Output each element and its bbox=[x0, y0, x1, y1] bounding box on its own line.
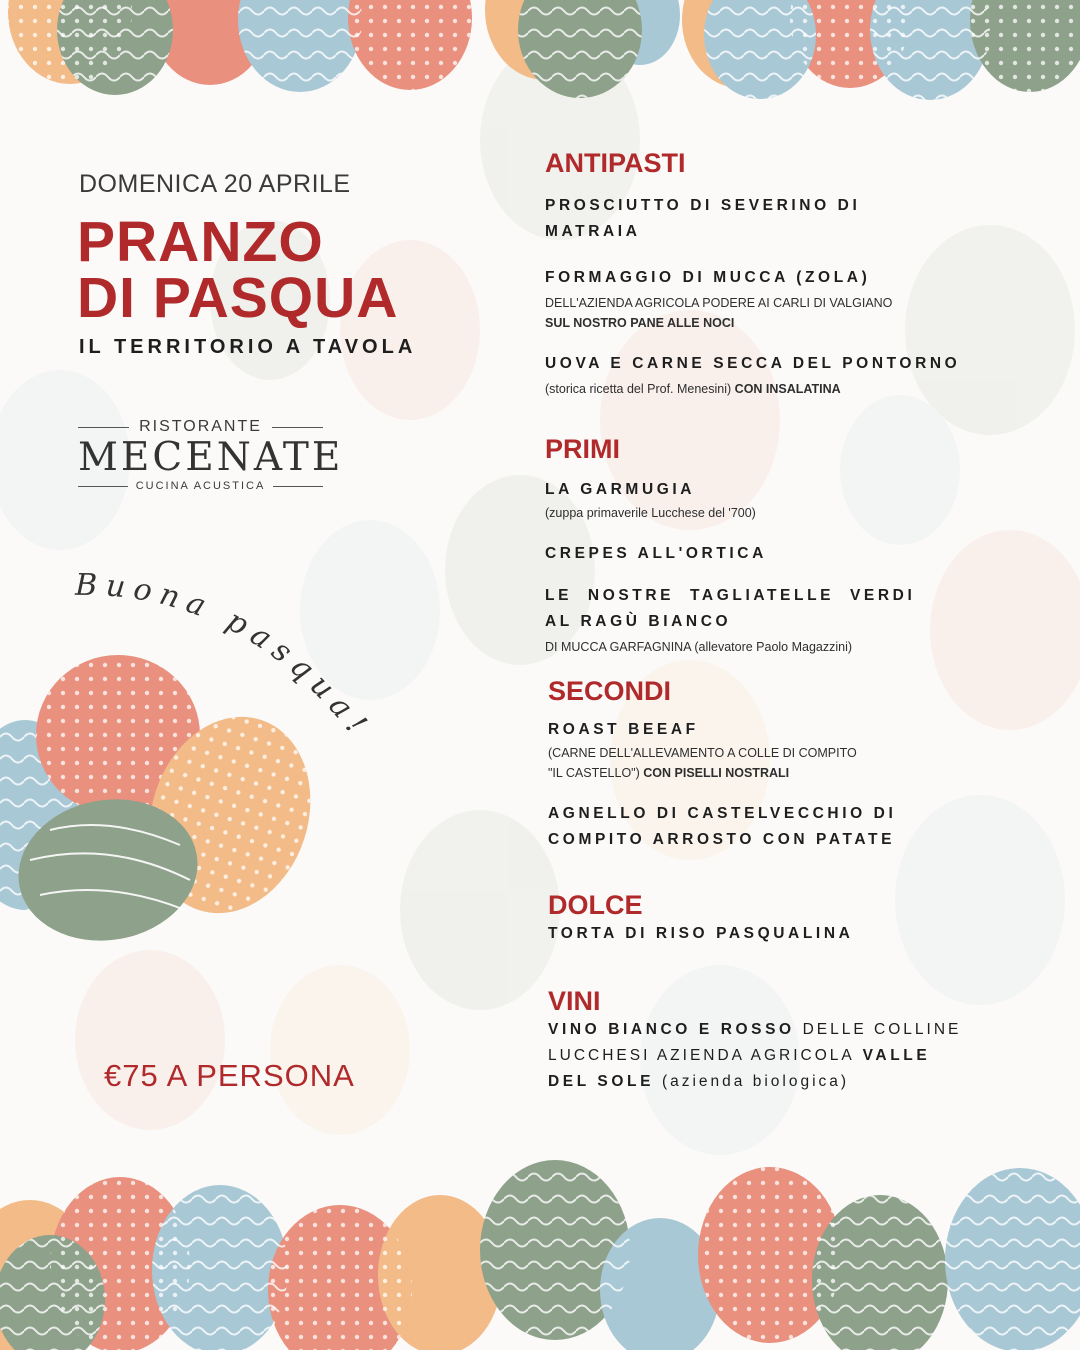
menu-item-note: (CARNE DELL'ALLEVAMENTO A COLLE DI COMPITO bbox=[548, 746, 857, 760]
menu-item: TORTA DI RISO PASQUALINA bbox=[548, 925, 854, 942]
menu-item: FORMAGGIO DI MUCCA (ZOLA) bbox=[545, 269, 871, 286]
menu-section-secondi bbox=[548, 676, 988, 853]
logo-divider bbox=[78, 427, 129, 428]
top-egg-border bbox=[8, 0, 1080, 100]
event-date: DOMENICA 20 APRILE bbox=[79, 170, 351, 198]
logo-name: MECENATE bbox=[78, 435, 344, 480]
page-subtitle: IL TERRITORIO A TAVOLA bbox=[79, 336, 417, 358]
price: €75 A PERSONA bbox=[104, 1058, 355, 1093]
bottom-egg-border bbox=[0, 1160, 1080, 1350]
section-title: SECONDI bbox=[548, 676, 672, 706]
menu-item: AGNELLO DI CASTELVECCHIO DI COMPITO ARROSTO CON PATATE bbox=[548, 805, 897, 848]
section-title: PRIMI bbox=[545, 434, 621, 464]
menu-section-dolce bbox=[548, 890, 988, 947]
section-title: ANTIPASTI bbox=[545, 148, 686, 178]
menu-section-primi bbox=[545, 434, 985, 657]
menu-item: UOVA E CARNE SECCA DEL PONTORNO bbox=[545, 355, 961, 372]
greeting-script bbox=[60, 570, 400, 800]
menu-item: CREPES ALL'ORTICA bbox=[545, 545, 767, 562]
menu-section-vini bbox=[548, 986, 988, 1095]
logo-top-text: RISTORANTE bbox=[139, 418, 262, 435]
logo-divider bbox=[78, 486, 128, 487]
menu-item: LE NOSTRE TAGLIATELLE VERDI bbox=[545, 587, 916, 604]
menu-item-note: (zuppa primaverile Lucchese del '700) bbox=[545, 506, 756, 520]
menu-section-antipasti bbox=[545, 148, 985, 399]
menu-item: VINO BIANCO E ROSSO DELLE COLLINE LUCCHESI AZIENDA AGRICOLA VALLE DEL SOLE (azienda biologica) bbox=[548, 1021, 962, 1090]
menu-item-note: DI MUCCA GARFAGNINA (allevatore Paolo Magazzini) bbox=[545, 640, 853, 654]
section-title: DOLCE bbox=[548, 890, 643, 920]
title-line-2: DI PASQUA bbox=[77, 266, 399, 330]
menu-item: LA GARMUGIA bbox=[545, 481, 696, 498]
greeting-text: Buona pasqua! bbox=[74, 570, 379, 747]
menu-item-note: (storica ricetta del Prof. Menesini) CON INSALATINA bbox=[545, 382, 841, 396]
menu-item: ROAST BEEAF bbox=[548, 721, 699, 738]
restaurant-logo bbox=[78, 418, 344, 492]
page-title bbox=[77, 210, 399, 330]
menu-item: AL RAGÙ BIANCO bbox=[545, 613, 732, 630]
logo-divider bbox=[273, 486, 323, 487]
title-line-1: PRANZO bbox=[77, 210, 324, 274]
menu-item: PROSCIUTTO DI SEVERINO DI MATRAIA bbox=[545, 197, 861, 240]
logo-divider bbox=[272, 427, 323, 428]
section-title: VINI bbox=[548, 986, 601, 1016]
menu-item-note: "IL CASTELLO") CON PISELLI NOSTRALI bbox=[548, 766, 790, 780]
logo-bottom-text: CUCINA ACUSTICA bbox=[135, 480, 266, 492]
svg-text:Buona pasqua! bbox=[74, 570, 378, 747]
menu-item-note: DELL'AZIENDA AGRICOLA PODERE AI CARLI DI VALGIANO SUL NOSTRO PANE ALLE NOCI bbox=[545, 296, 893, 330]
